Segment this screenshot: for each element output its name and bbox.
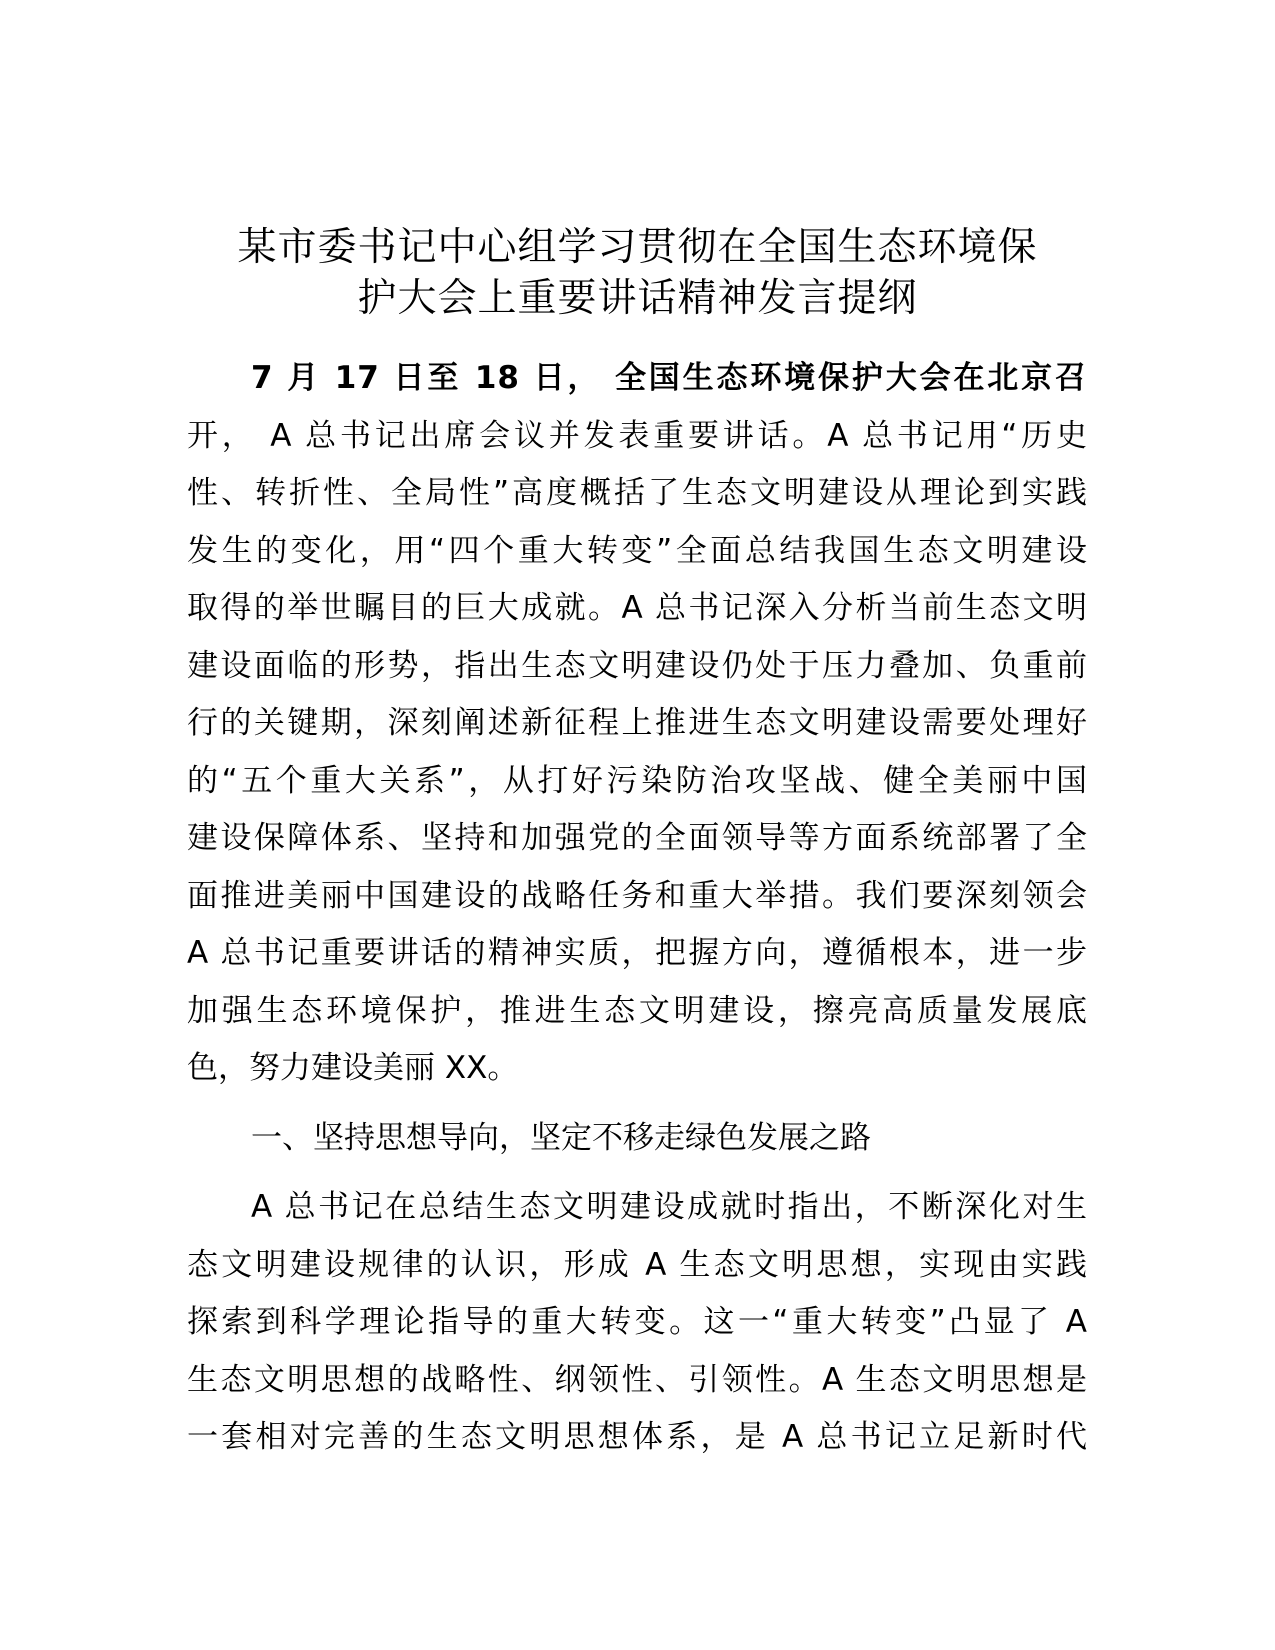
paragraph-line: 发生的变化，用“四个重大转变”全面总结我国生态文明建设 xyxy=(187,532,1087,569)
paragraph-line: 建设面临的形势，指出生态文明建设仍处于压力叠加、负重前 xyxy=(187,647,1087,684)
title-line: 护大会上重要讲话精神发言提纲 xyxy=(357,276,918,321)
paragraph-line: 开， A 总书记出席会议并发表重要讲话。A 总书记用“历史 xyxy=(187,417,1087,454)
paragraph-spacing xyxy=(187,1167,1087,1179)
paragraph-line: 的“五个重大关系”，从打好污染防治攻坚战、健全美丽中国 xyxy=(187,762,1087,799)
paragraph-line: 面推进美丽中国建设的战略任务和重大举措。我们要深刻领会 xyxy=(187,877,1087,914)
paragraph-spacing xyxy=(187,1098,1087,1110)
document-title xyxy=(165,222,1110,324)
section-paragraph xyxy=(187,1179,1087,1467)
paragraph-line: 7 月 17 日至 18 日， 全国生态环境保护大会在北京召 xyxy=(251,360,1087,396)
paragraph-line: A 总书记重要讲话的精神实质，把握方向，遵循根本，进一步 xyxy=(187,935,1087,971)
paragraph-line: 行的关键期，深刻阐述新征程上推进生态文明建设需要处理好 xyxy=(187,705,1087,741)
document-body xyxy=(187,350,1087,1467)
paragraph-line: A 总书记在总结生态文明建设成就时指出，不断深化对生 xyxy=(251,1189,1087,1225)
title-line: 某市委书记中心组学习贯彻在全国生态环境保 xyxy=(237,225,1038,270)
paragraph-line: 态文明建设规律的认识，形成 A 生态文明思想，实现由实践 xyxy=(187,1246,1087,1283)
paragraph-line: 色，努力建设美丽 XX。 xyxy=(187,1050,519,1086)
paragraph-line: 取得的举世瞩目的巨大成就。A 总书记深入分析当前生态文明 xyxy=(187,590,1087,626)
paragraph-line: 一套相对完善的生态文明思想体系，是 A 总书记立足新时代 xyxy=(187,1419,1087,1455)
paragraph-line: 加强生态环境保护，推进生态文明建设，擦亮高质量发展底 xyxy=(187,992,1087,1029)
intro-paragraph xyxy=(187,350,1087,1098)
paragraph-line: 建设保障体系、坚持和加强党的全面领导等方面系统部署了全 xyxy=(187,820,1087,856)
section-heading: 一、坚持思想导向，坚定不移走绿色发展之路 xyxy=(251,1119,871,1156)
paragraph-line: 探索到科学理论指导的重大转变。这一“重大转变”凸显了 A xyxy=(187,1304,1087,1340)
paragraph-line: 生态文明思想的战略性、纲领性、引领性。A 生态文明思想是 xyxy=(187,1361,1087,1398)
paragraph-line: 性、转折性、全局性”高度概括了生态文明建设从理论到实践 xyxy=(187,475,1087,511)
